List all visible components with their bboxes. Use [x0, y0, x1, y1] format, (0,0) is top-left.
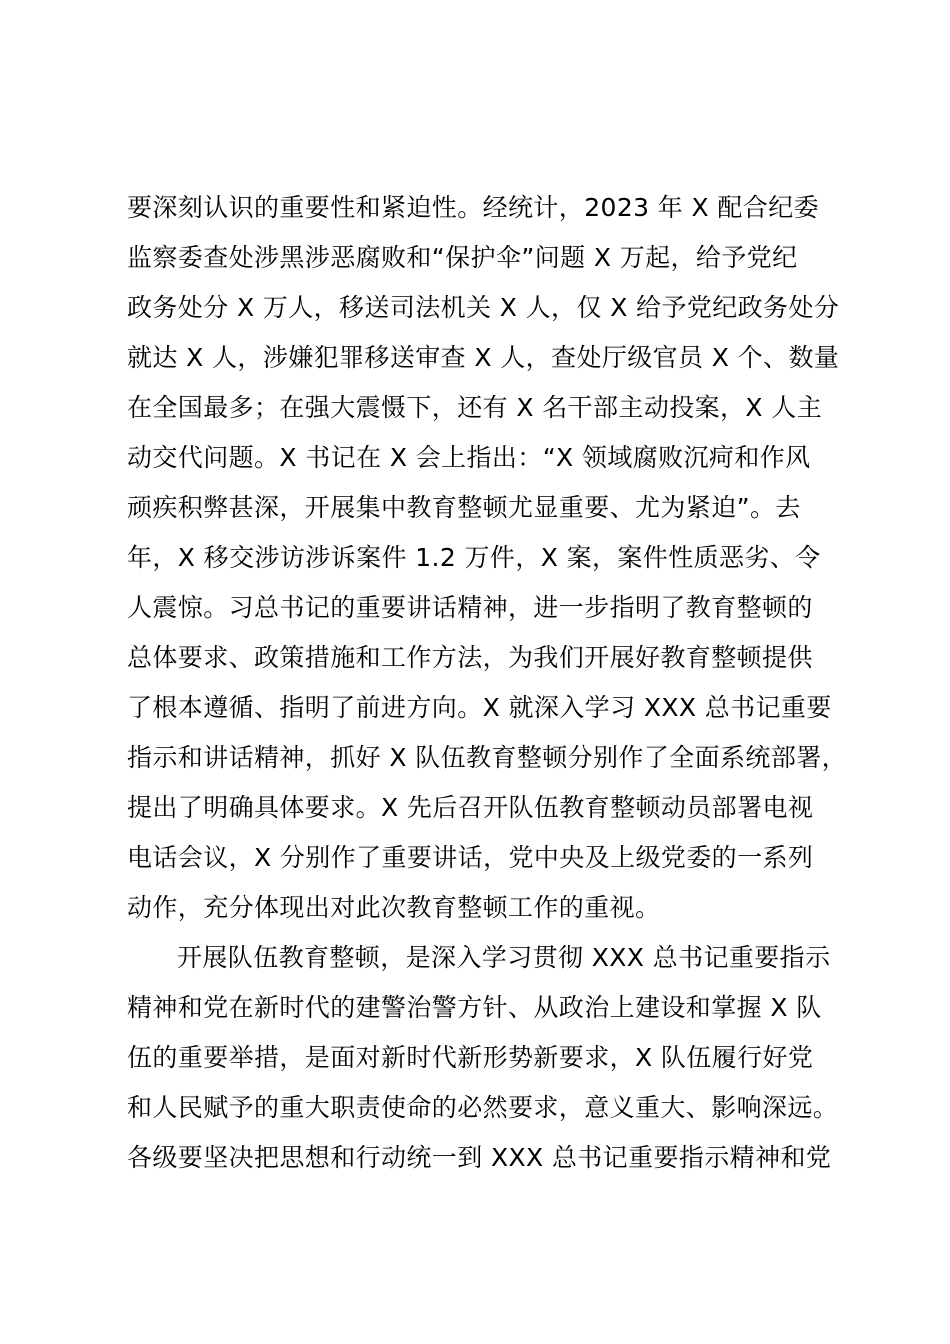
paragraph-1	[127, 183, 857, 933]
text-line: 在全国最多；在强大震慑下，还有 X 名干部主动投案，X 人主	[127, 393, 823, 422]
text-line: 人震惊。习总书记的重要讲话精神，进一步指明了教育整顿的	[127, 593, 813, 622]
text-line: 总体要求、政策措施和工作方法，为我们开展好教育整顿提供	[127, 643, 813, 672]
text-line: 动交代问题。X 书记在 X 会上指出：“X 领域腐败沉疴和作风	[127, 443, 811, 472]
text-line: 监察委查处涉黑涉恶腐败和“保护伞”问题 X 万起，给予党纪	[127, 243, 798, 272]
text-line: 和人民赋予的重大职责使命的必然要求，意义重大、影响深远。	[127, 1093, 839, 1122]
paragraph-2	[127, 933, 857, 1183]
text-line: 伍的重要举措，是面对新时代新形势新要求，X 队伍履行好党	[127, 1043, 814, 1072]
text-line: 要深刻认识的重要性和紧迫性。经统计，2023 年 X 配合纪委	[127, 193, 819, 222]
text-line: 指示和讲话精神，抓好 X 队伍教育整顿分别作了全面系统部署，	[127, 743, 848, 772]
text-line: 动作，充分体现出对此次教育整顿工作的重视。	[127, 893, 661, 922]
text-line: 政务处分 X 万人，移送司法机关 X 人，仅 X 给予党纪政务处分	[127, 293, 840, 322]
text-line: 各级要坚决把思想和行动统一到 XXX 总书记重要指示精神和党	[127, 1143, 832, 1172]
text-line: 了根本遵循、指明了前进方向。X 就深入学习 XXX 总书记重要	[127, 693, 832, 722]
text-line: 就达 X 人，涉嫌犯罪移送审查 X 人，查处厅级官员 X 个、数量	[127, 343, 840, 372]
text-line: 年，X 移交涉访涉诉案件 1.2 万件，X 案，案件性质恶劣、令	[127, 543, 821, 572]
text-line: 精神和党在新时代的建警治警方针、从政治上建设和掌握 X 队	[127, 993, 822, 1022]
text-line: 提出了明确具体要求。X 先后召开队伍教育整顿动员部署电视	[127, 793, 814, 822]
body-text	[127, 183, 857, 1183]
text-line: 顽疾积弊甚深，开展集中教育整顿尤显重要、尤为紧迫”。去	[127, 493, 801, 522]
text-line: 开展队伍教育整顿，是深入学习贯彻 XXX 总书记重要指示	[177, 943, 831, 972]
text-line: 电话会议，X 分别作了重要讲话，党中央及上级党委的一系列	[127, 843, 814, 872]
